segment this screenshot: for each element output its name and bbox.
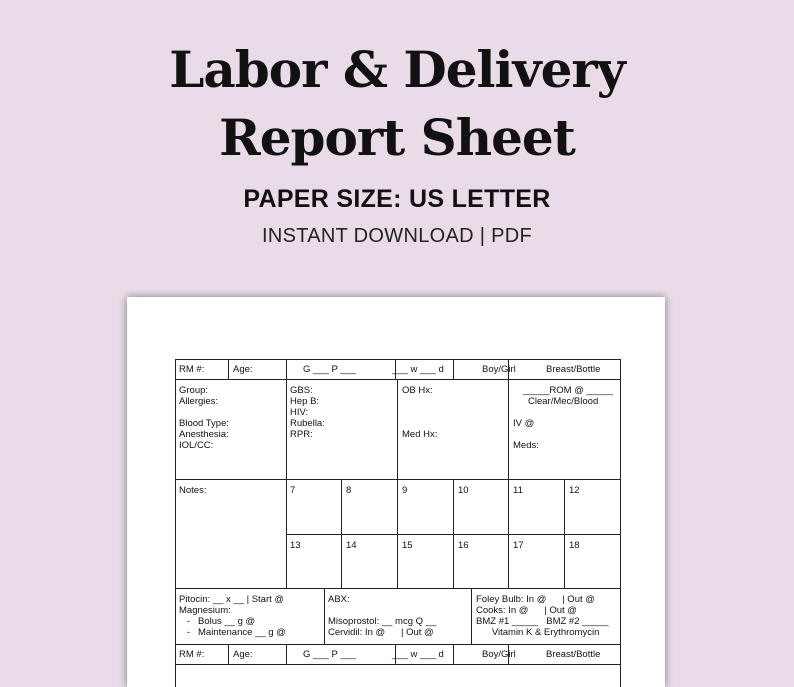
grid-line: [620, 359, 621, 687]
rm-label: RM #:: [179, 364, 205, 375]
grid-line: [175, 644, 621, 645]
age-label: Age:: [233, 649, 253, 660]
group-label: Group:: [179, 385, 209, 396]
hiv-label: HIV:: [290, 407, 309, 418]
ob-hx-label: OB Hx:: [402, 385, 433, 396]
foley-bulb-field: Foley Bulb: In @ | Out @: [476, 594, 595, 605]
title-line-1: Labor & Delivery: [169, 40, 625, 99]
maintenance-field: - Maintenance __ g @: [179, 627, 286, 638]
hour-cell: 18: [569, 540, 580, 551]
iol-cc-label: IOL/CC:: [179, 440, 214, 451]
feeding-field: Breast/Bottle: [546, 364, 601, 375]
hour-cell: 15: [402, 540, 413, 551]
grid-line: [397, 379, 398, 588]
hour-cell: 11: [513, 485, 523, 496]
grid-line: [453, 359, 454, 379]
grid-line: [175, 379, 621, 380]
grid-line: [453, 644, 454, 664]
cervidil-field: Cervidil: In @ | Out @: [328, 627, 434, 638]
grid-line: [508, 379, 509, 588]
hour-cell: 13: [290, 540, 301, 551]
grid-line: [286, 644, 287, 664]
hour-cell: 12: [569, 485, 580, 496]
iv-label: IV @: [513, 418, 535, 429]
download-label: INSTANT DOWNLOAD | PDF: [262, 225, 532, 247]
allergies-label: Allergies:: [179, 396, 219, 407]
vitamin-k-label: Vitamin K & Erythromycin: [476, 627, 600, 638]
grid-line: [175, 479, 621, 480]
hour-cell: 14: [346, 540, 357, 551]
sex-field: Boy/Girl: [482, 649, 516, 660]
bolus-field: - Bolus __ g @: [179, 616, 256, 627]
title-line-2: Report Sheet: [219, 108, 575, 167]
sex-field: Boy/Girl: [482, 364, 516, 375]
rom-field: _____ROM @ _____: [523, 385, 613, 396]
grid-line: [228, 359, 229, 379]
cooks-field: Cooks: In @ | Out @: [476, 605, 577, 616]
meds-label: Meds:: [513, 440, 539, 451]
grid-line: [286, 359, 287, 588]
grid-line: [471, 588, 472, 644]
hour-cell: 16: [458, 540, 469, 551]
rubella-label: Rubella:: [290, 418, 325, 429]
abx-label: ABX:: [328, 594, 350, 605]
bmz-field: BMZ #1 _____ BMZ #2 _____: [476, 616, 609, 627]
grid-line: [324, 588, 325, 644]
misoprostol-field: Misoprostol: __ mcg Q __: [328, 616, 437, 627]
grid-line: [175, 588, 621, 589]
med-hx-label: Med Hx:: [402, 429, 438, 440]
gravida-para-field: G ___ P ___: [303, 364, 357, 375]
magnesium-label: Magnesium:: [179, 605, 231, 616]
gbs-label: GBS:: [290, 385, 313, 396]
hep-b-label: Hep B:: [290, 396, 320, 407]
grid-line: [175, 664, 621, 665]
grid-line: [453, 479, 454, 588]
gestation-field: ___ w ___ d: [392, 364, 444, 375]
feeding-field: Breast/Bottle: [546, 649, 601, 660]
hour-cell: 17: [513, 540, 524, 551]
rpr-label: RPR:: [290, 429, 313, 440]
hour-cell: 7: [290, 485, 296, 496]
blood-type-label: Blood Type:: [179, 418, 230, 429]
grid-line: [564, 479, 565, 588]
grid-line: [175, 359, 176, 687]
grid-line: [341, 479, 342, 588]
rom-detail: Clear/Mec/Blood: [528, 396, 599, 407]
rm-label: RM #:: [179, 649, 205, 660]
paper-size-label: PAPER SIZE: US LETTER: [243, 185, 551, 213]
gravida-para-field: G ___ P ___: [303, 649, 357, 660]
gestation-field: ___ w ___ d: [392, 649, 444, 660]
age-label: Age:: [233, 364, 253, 375]
hour-cell: 8: [346, 485, 352, 496]
hour-cell: 9: [402, 485, 408, 496]
grid-line: [228, 644, 229, 664]
grid-line: [175, 359, 621, 360]
report-sheet-preview: [127, 297, 665, 687]
notes-label: Notes:: [179, 485, 207, 496]
anesthesia-label: Anesthesia:: [179, 429, 229, 440]
hour-cell: 10: [458, 485, 469, 496]
pitocin-field: Pitocin: __ x __ | Start @: [179, 594, 285, 605]
